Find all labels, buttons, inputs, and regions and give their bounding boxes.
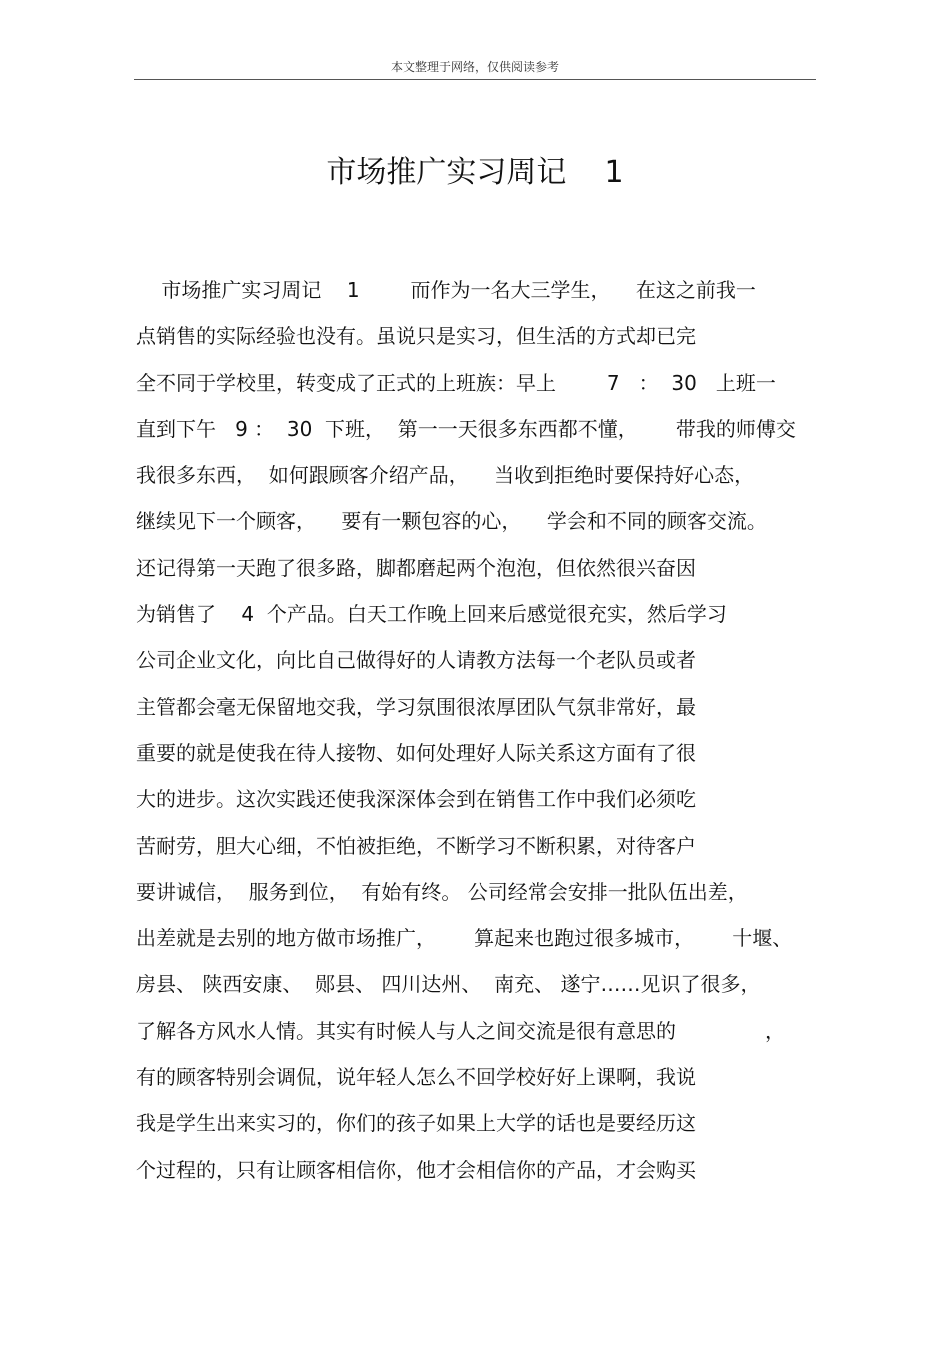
body-line: 还记得第一天跑了很多路，脚都磨起两个泡泡，但依然很兴奋因 [136,555,696,580]
body-line: 要讲诚信， 服务到位， 有始有终。 公司经常会安排一批队伍出差， [136,879,748,904]
body-line: 公司企业文化，向比自己做得好的人请教方法每一个老队员或者 [136,648,696,673]
header-note: 本文整理于网络，仅供阅读参考 [390,60,559,74]
body-line: 主管都会毫无保留地交我，学习氛围很浓厚团队气氛非常好，最 [136,694,696,719]
body-line: 有的顾客特别会调侃，说年轻人怎么不回学校好好上课啊，我说 [136,1065,696,1090]
body-line: 房县、 陕西安康、 郧县、 四川达州、 南充、 遂宁……见识了很多， [136,972,761,997]
body-line: 直到下午 9 ： 30 下班， 第一一天很多东西都不懂， 带我的师傅交 [136,416,796,441]
body-line: 出差就是去别的地方做市场推广， 算起来也跑过很多城市， 十堰、 [136,926,793,951]
body-line: 继续见下一个顾客， 要有一颗包容的心， 学会和不同的顾客交流。 [136,509,767,534]
body-line: 重要的就是使我在待人接物、如何处理好人际关系这方面有了很 [136,740,696,765]
document-body [136,267,826,1193]
body-line: 为销售了 4 个产品。白天工作晚上回来后感觉很充实，然后学习 [136,602,727,627]
body-line: 个过程的，只有让顾客相信你，他才会相信你的产品，才会购买 [136,1157,696,1182]
header-divider [134,79,816,80]
body-line: 了解各方风水人情。其实有时候人与人之间交流是很有意思的 ， [136,1018,786,1043]
body-line: 我很多东西， 如何跟顾客介绍产品， 当收到拒绝时要保持好心态， [136,463,755,488]
body-line: 大的进步。这次实践还使我深深体会到在销售工作中我们必须吃 [136,787,696,812]
body-line: 苦耐劳，胆大心细，不怕被拒绝，不断学习不断积累，对待客户 [136,833,696,858]
body-line: 市场推广实习周记 1 而作为一名大三学生， 在这之前我一 [136,278,756,302]
body-line: 点销售的实际经验也没有。虽说只是实习，但生活的方式却已完 [136,324,696,349]
document-title: 市场推广实习周记 1 [326,155,624,190]
body-line: 我是学生出来实习的，你们的孩子如果上大学的话也是要经历这 [136,1111,696,1136]
body-line: 全不同于学校里，转变成了正式的上班族：早上 7 ： 30 上班一 [136,370,776,395]
